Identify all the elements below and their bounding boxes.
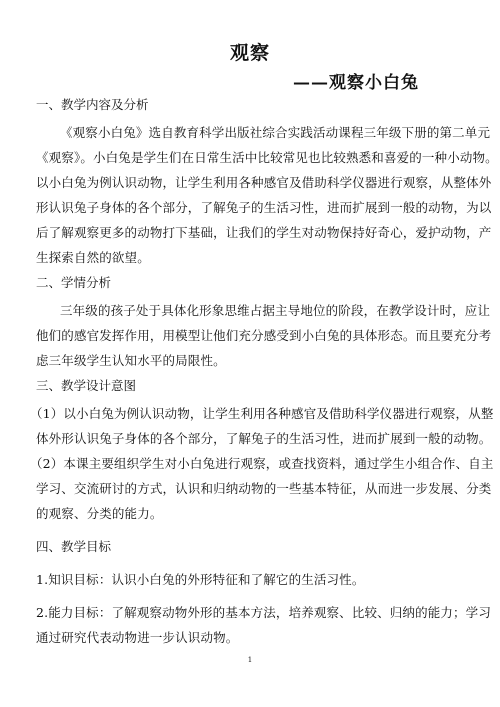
paragraph-line: 三年级的孩子处于具体化形象思维占据主导地位的阶段，在教学设计时，应让 [60, 303, 491, 318]
paragraph-line: 他们的感官发挥作用，用模型让他们充分感受到小白兔的具体形态。而且要充分考 [36, 328, 492, 343]
page-number: 1 [247, 656, 253, 664]
document-title: 观察 [229, 42, 270, 64]
paragraph-line: 生探索自然的欲望。 [36, 250, 150, 265]
section-heading-learner-analysis: 二、学情分析 [36, 275, 112, 290]
paragraph-line: 1.知识目标：认识小白兔的外形特征和了解它的生活习性。 [36, 572, 365, 587]
section-heading-design-intent: 三、教学设计意图 [36, 378, 137, 393]
paragraph-line: 《观察》。小白兔是学生们在日常生活中比较常见也比较熟悉和喜爱的一种小动物。 [36, 150, 498, 165]
section-heading-teaching-goals: 四、教学目标 [36, 539, 112, 554]
paragraph-line: 虑三年级学生认知水平的局限性。 [36, 353, 226, 368]
paragraph-line: 通过研究代表动物进一步认识动物。 [36, 630, 239, 645]
paragraph-line: （2）本课主要组织学生对小白兔进行观察，或查找资料，通过学生小组合作、自主 [30, 456, 494, 471]
paragraph-line: 的观察、分类的能力。 [36, 506, 163, 521]
paragraph-line: 体外形认识兔子身体的各个部分，了解兔子的生活习性，进而扩展到一般的动物。 [36, 431, 492, 446]
paragraph-line: 《观察小白兔》选自教育科学出版社综合实践活动课程三年级下册的第二单元 [60, 125, 491, 140]
section-heading-content-analysis: 一、教学内容及分析 [36, 97, 149, 112]
paragraph-line: 2.能力目标：了解观察动物外形的基本方法，培养观察、比较、归纳的能力；学习 [36, 605, 491, 620]
paragraph-line: （1）以小白兔为例认识动物，让学生利用各种感官及借助科学仪器进行观察，从整 [30, 406, 494, 421]
paragraph-line: 以小白兔为例认识动物，让学生利用各种感官及借助科学仪器进行观察，从整体外 [36, 175, 492, 190]
paragraph-line: 学习、交流研讨的方式，认识和归纳动物的一些基本特征，从而进一步发展、分类 [36, 481, 492, 496]
document-subtitle: ——观察小白兔 [293, 73, 419, 93]
paragraph-line: 形认识兔子身体的各个部分，了解兔子的生活习性，进而扩展到一般的动物，为以 [36, 200, 492, 215]
paragraph-line: 后了解观察更多的动物打下基础，让我们的学生对动物保持好奇心，爱护动物，产 [36, 225, 492, 240]
